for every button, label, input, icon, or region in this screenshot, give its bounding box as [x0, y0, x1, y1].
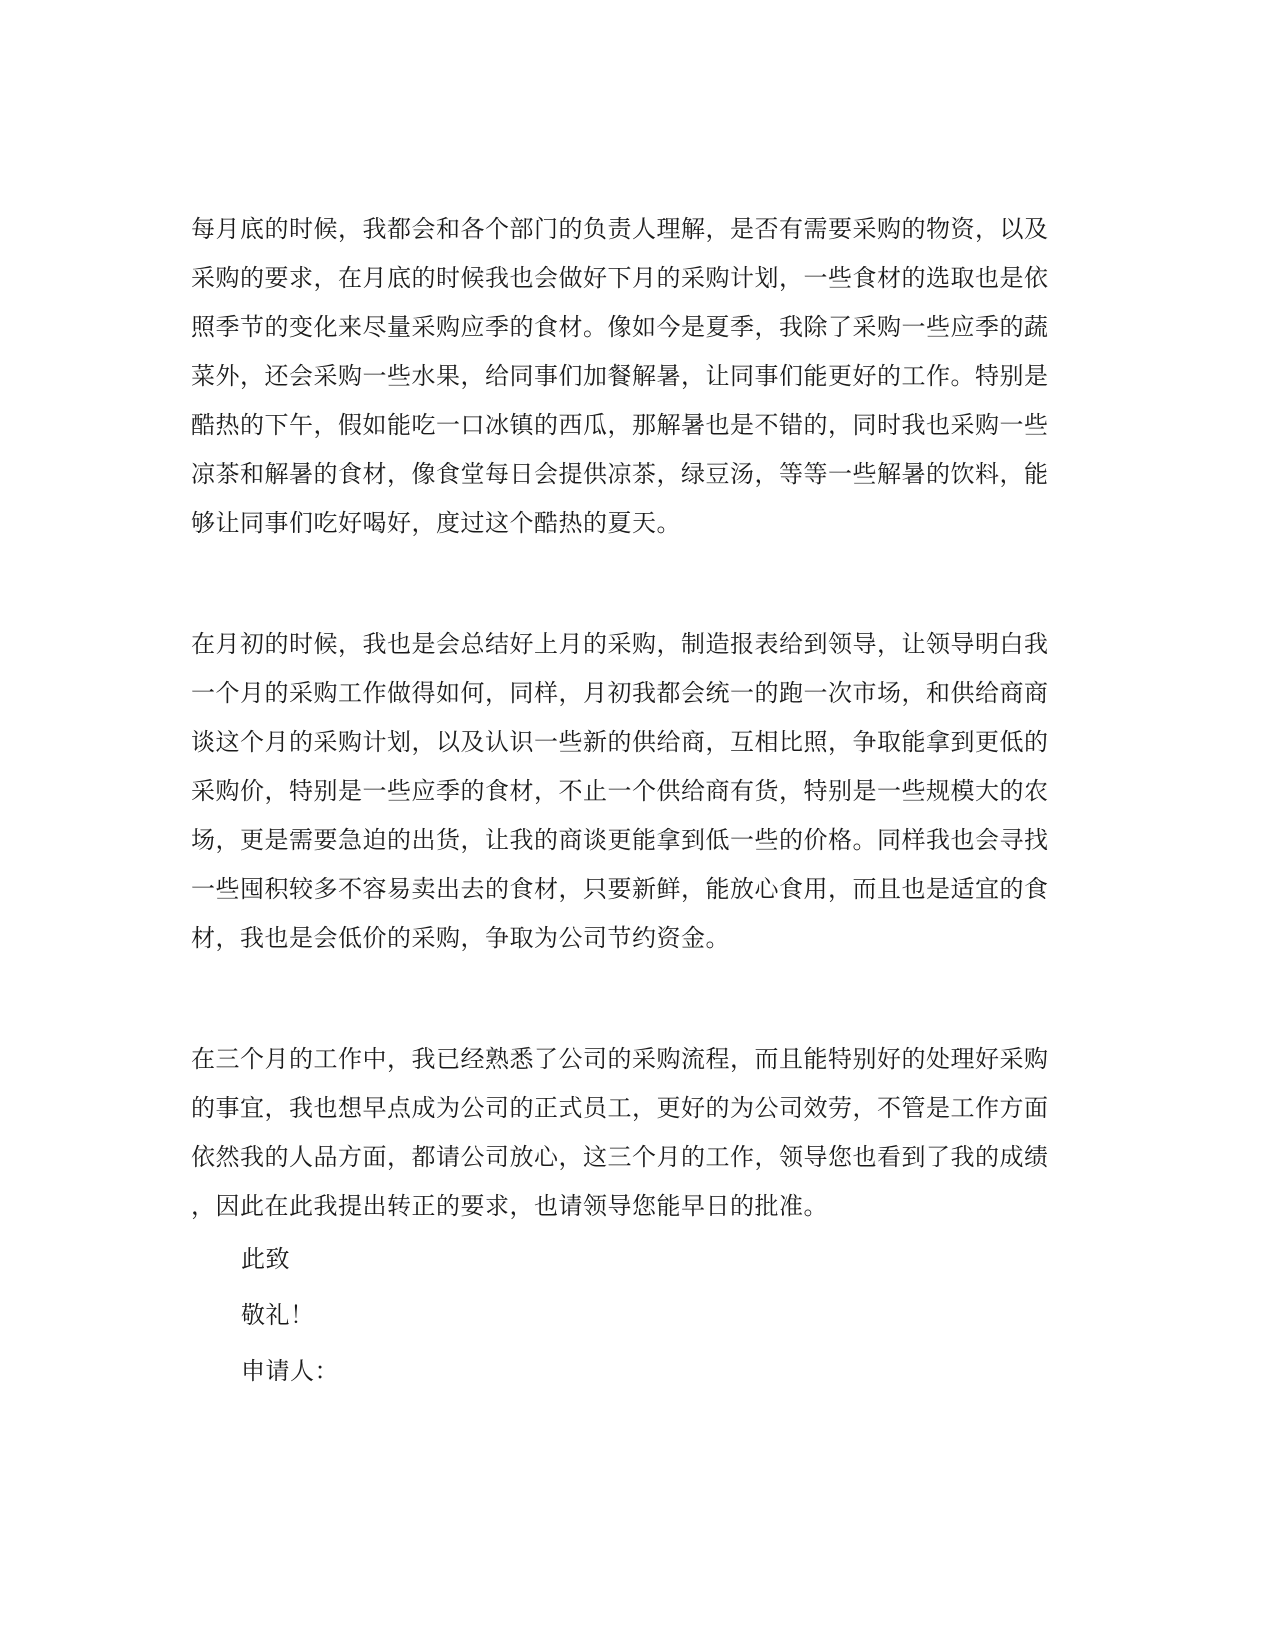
paragraph-line: 菜外，还会采购一些水果，给同事们加餐解暑，让同事们能更好的工作。特别是: [191, 362, 1049, 390]
paragraph-2: [191, 620, 1071, 963]
paragraph-3: [191, 1035, 1071, 1231]
paragraph-line: 一个月的采购工作做得如何，同样，月初我都会统一的跑一次市场，和供给商商: [191, 679, 1049, 707]
paragraph-line: 酷热的下午，假如能吃一口冰镇的西瓜，那解暑也是不错的，同时我也采购一些: [191, 411, 1049, 439]
paragraph-line: 采购的要求，在月底的时候我也会做好下月的采购计划，一些食材的选取也是依: [191, 264, 1049, 292]
closing-salutation: 此致: [241, 1245, 290, 1273]
paragraph-line: 够让同事们吃好喝好，度过这个酷热的夏天。: [191, 509, 681, 537]
document-body: [191, 205, 1071, 1399]
paragraph-line: 的事宜，我也想早点成为公司的正式员工，更好的为公司效劳，不管是工作方面: [191, 1094, 1049, 1122]
paragraph-line: 照季节的变化来尽量采购应季的食材。像如今是夏季，我除了采购一些应季的蔬: [191, 313, 1049, 341]
applicant-signature-label: 申请人：: [241, 1357, 339, 1385]
paragraph-line: 在月初的时候，我也是会总结好上月的采购，制造报表给到领导，让领导明白我: [191, 630, 1049, 658]
paragraph-1: [191, 205, 1071, 548]
paragraph-line: 依然我的人品方面，都请公司放心，这三个月的工作，领导您也看到了我的成绩: [191, 1143, 1049, 1171]
paragraph-line: 一些囤积较多不容易卖出去的食材，只要新鲜，能放心食用，而且也是适宜的食: [191, 875, 1049, 903]
paragraph-line: 采购价，特别是一些应季的食材，不止一个供给商有货，特别是一些规模大的农: [191, 777, 1049, 805]
paragraph-spacer: [191, 963, 1071, 1035]
paragraph-line: 谈这个月的采购计划，以及认识一些新的供给商，互相比照，争取能拿到更低的: [191, 728, 1049, 756]
paragraph-line: 在三个月的工作中，我已经熟悉了公司的采购流程，而且能特别好的处理好采购: [191, 1045, 1049, 1073]
paragraph-spacer: [191, 548, 1071, 620]
paragraph-line: 凉茶和解暑的食材，像食堂每日会提供凉茶，绿豆汤，等等一些解暑的饮料，能: [191, 460, 1049, 488]
closing-regards: 敬礼！: [241, 1301, 315, 1329]
paragraph-line: ，因此在此我提出转正的要求，也请领导您能早日的批准。: [191, 1192, 828, 1220]
paragraph-line: 材，我也是会低价的采购，争取为公司节约资金。: [191, 924, 730, 952]
paragraph-line: 场，更是需要急迫的出货，让我的商谈更能拿到低一些的价格。同样我也会寻找: [191, 826, 1049, 854]
paragraph-line: 每月底的时候，我都会和各个部门的负责人理解，是否有需要采购的物资，以及: [191, 215, 1049, 243]
letter-closing: [191, 1231, 1071, 1399]
